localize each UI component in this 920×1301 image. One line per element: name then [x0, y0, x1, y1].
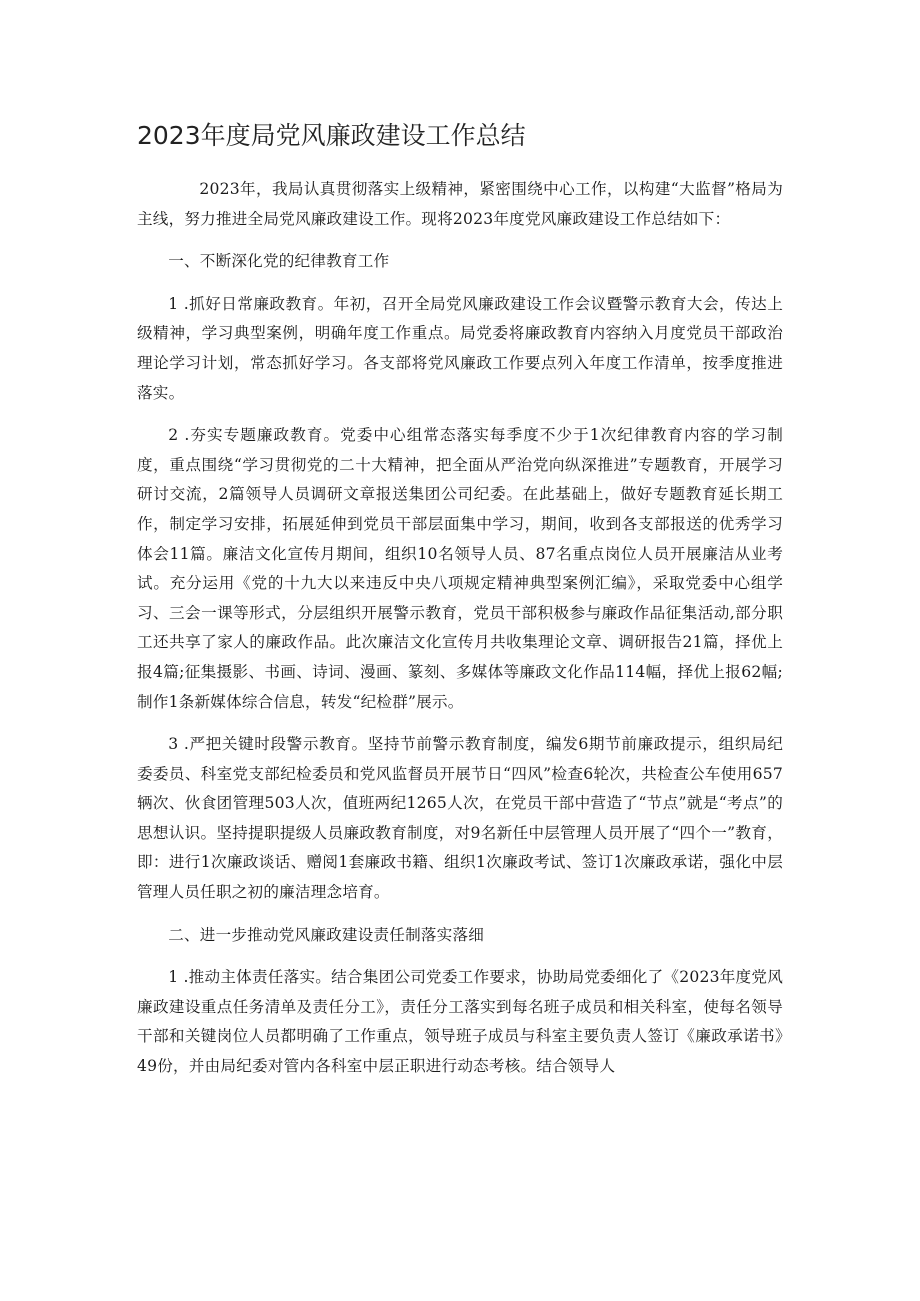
section-1-paragraph-3: 3 .严把关键时段警示教育。坚持节前警示教育制度，编发6期节前廉政提示，组织局纪委委员、科室党支部纪检委员和党风监督员开展节日“四风”检查6轮次，共检查公车使用657辆次、伙食团管理503人次，值班两纪1265人次，在党员干部中营造了“节点”就是“考点”的思想认识。坚持提职提级人员廉政教育制度，对9名新任中层管理人员开展了“四个一”教育，即：进行1次廉政谈话、赠阅1套廉政书籍、组织1次廉政考试、签订1次廉政承诺，强化中层管理人员任职之初的廉洁理念培育。 — [137, 735, 783, 902]
section-1-paragraph-1: 1 .抓好日常廉政教育。年初，召开全局党风廉政建设工作会议暨警示教育大会，传达上级精神，学习典型案例，明确年度工作重点。局党委将廉政教育内容纳入月度党员干部政治理论学习计划，常态抓好学习。各支部将党风廉政工作要点列入年度工作清单，按季度推进落实。 — [137, 294, 783, 402]
section-heading-2: 二、进一步推动党风廉政建设责任制落实落细 — [168, 925, 485, 944]
section-2-paragraph-1: 1 .推动主体责任落实。结合集团公司党委工作要求，协助局党委细化了《2023年度党风廉政建设重点任务清单及责任分工》，责任分工落实到每名班子成员和相关科室，使每名领导干部和关键岗位人员都明确了工作重点，领导班子成员与科室主要负责人签订《廉政承诺书》49份，并由局纪委对管内各科室中层正职进行动态考核。结合领导人 — [137, 968, 783, 1076]
section-1-paragraph-2: 2 .夯实专题廉政教育。党委中心组常态落实每季度不少于1次纪律教育内容的学习制度，重点围绕“学习贯彻党的二十大精神，把全面从严治党向纵深推进”专题教育，开展学习研讨交流，2篇领导人员调研文章报送集团公司纪委。在此基础上，做好专题教育延长期工作，制定学习安排，拓展延伸到党员干部层面集中学习，期间，收到各支部报送的优秀学习体会11篇。廉洁文化宣传月期间，组织10名领导人员、87名重点岗位人员开展廉洁从业考试。充分运用《党的十九大以来违反中央八项规定精神典型案例汇编》，采取党委中心组学习、三会一课等形式，分层组织开展警示教育，党员干部积极参与廉政作品征集活动,部分职工还共享了家人的廉政作品。此次廉洁文化宣传月共收集理论文章、调研报告21篇，择优上报4篇;征集摄影、书画、诗词、漫画、篆刻、多媒体等廉政文化作品114幅，择优上报62幅;制作1条新媒体综合信息，转发“纪检群”展示。 — [137, 426, 783, 711]
section-heading-1: 一、不断深化党的纪律教育工作 — [168, 252, 390, 271]
document-body — [137, 175, 783, 1095]
intro-paragraph: 2023年，我局认真贯彻落实上级精神，紧密围绕中心工作，以构建“大监督”格局为主线，努力推进全局党风廉政建设工作。现将2023年度党风廉政建设工作总结如下： — [137, 180, 783, 228]
document-title: 2023年度局党风廉政建设工作总结 — [137, 121, 526, 150]
